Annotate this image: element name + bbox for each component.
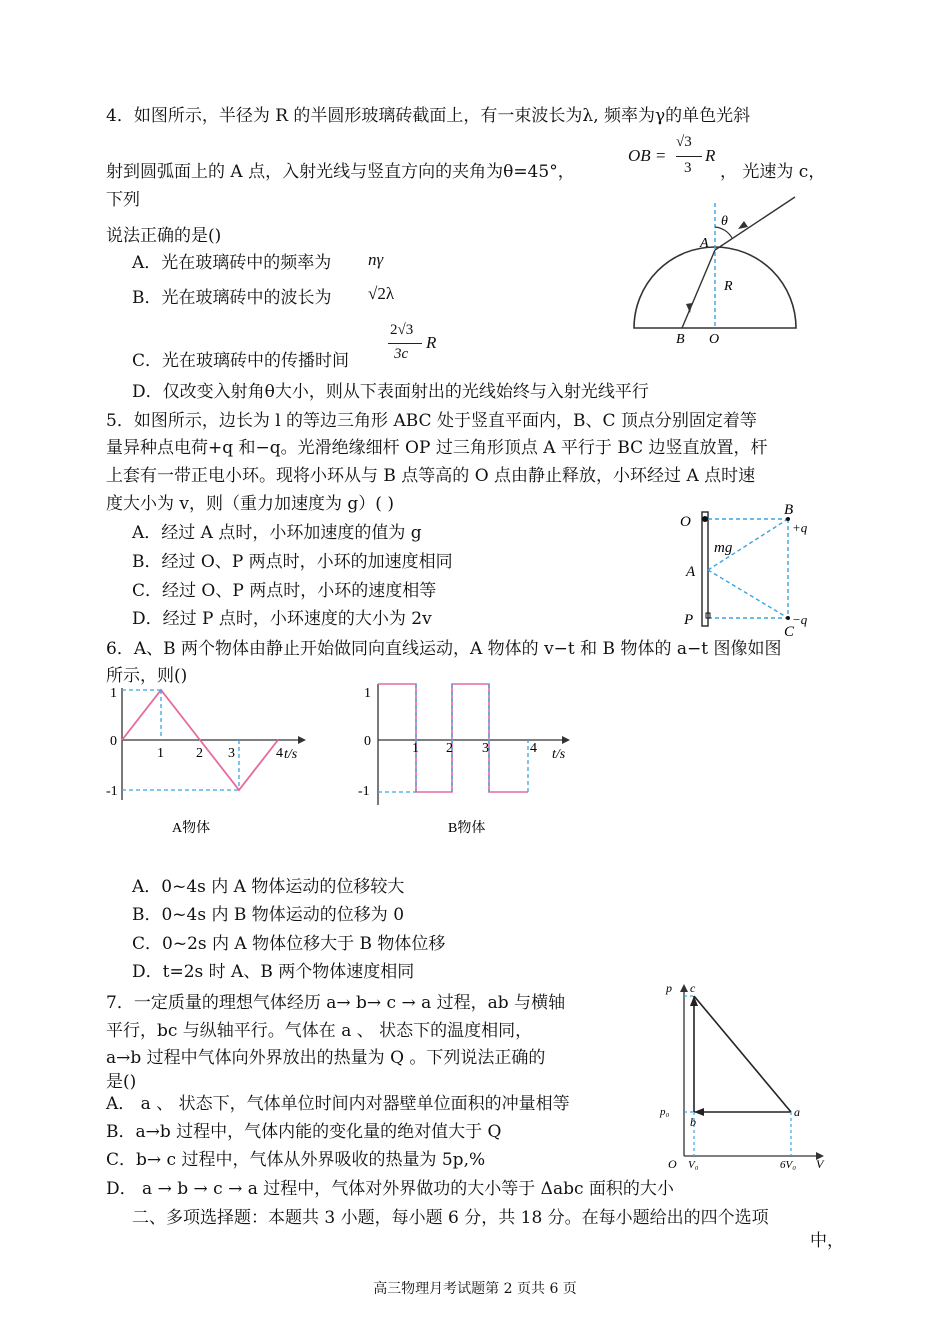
- graph-b-x1: 1: [412, 741, 419, 756]
- point-o-label: O: [709, 332, 720, 345]
- graph-a-xlabel: t/s: [284, 747, 298, 762]
- q6-option-b: B．0~4s 内 B 物体运动的位移为 0: [132, 905, 405, 925]
- axis-p-label: p: [666, 981, 672, 995]
- ob-r: R: [705, 146, 716, 165]
- graph-b-caption: B物体: [448, 821, 486, 836]
- q7-figure-pv: [654, 980, 834, 1170]
- q5-figure-triangle: [674, 500, 824, 640]
- graph-b-ym1: -1: [358, 784, 370, 799]
- charge-minus-label: −q: [792, 612, 808, 627]
- axis-v-label: V: [816, 1157, 824, 1170]
- graph-b-y0: 0: [364, 734, 371, 749]
- graph-a-x3: 3: [228, 746, 235, 761]
- q4-line4: 说法正确的是(): [106, 226, 222, 246]
- q4-option-a: A．光在玻璃砖中的频率为: [132, 253, 332, 273]
- q5-line2: 量异种点电荷+q 和−q。光滑绝缘细杆 OP 过三角形顶点 A 平行于 BC 边竖直放置，杆: [106, 438, 768, 458]
- graph-b-x2: 2: [446, 741, 453, 756]
- axis-p0-label: p₀: [660, 1106, 670, 1118]
- q4-line2: 射到圆弧面上的 A 点，入射光线与竖直方向的夹角为θ=45°，: [106, 162, 575, 182]
- q4-c-fraction-bar: [388, 343, 422, 344]
- point-b-label: B: [784, 502, 794, 518]
- origin-label: O: [668, 1157, 677, 1170]
- point-a-label: A: [700, 236, 709, 251]
- q6-option-d: D．t=2s 时 A、B 两个物体速度相同: [132, 962, 415, 982]
- ob-fraction-bar: [676, 156, 702, 157]
- q4-c-denominator: 3c: [394, 346, 409, 362]
- q7-line4: 是(): [106, 1072, 137, 1092]
- graph-a-x1: 1: [157, 746, 164, 761]
- mg-label: mg: [714, 540, 733, 556]
- graph-b-at: [356, 680, 586, 840]
- q6-option-c: C．0~2s 内 A 物体位移大于 B 物体位移: [132, 934, 446, 954]
- graph-a-vt: [106, 680, 306, 840]
- q7-option-a: A． a 、 状态下，气体单位时间内对器壁单位面积的冲量相等: [106, 1094, 570, 1114]
- graph-a-x2: 2: [196, 746, 203, 761]
- q4-option-c: C．光在玻璃砖中的传播时间: [132, 351, 350, 371]
- q7-option-c: C．b→ c 过程中，气体从外界吸收的热量为 5p,%: [106, 1150, 486, 1170]
- q4-c-r: R: [426, 333, 437, 352]
- q4-option-b: B．光在玻璃砖中的波长为: [132, 288, 332, 308]
- point-a-label: A: [686, 564, 696, 580]
- graph-a-y1: 1: [110, 686, 117, 701]
- graph-a-caption: A物体: [172, 821, 211, 836]
- graph-a-x4: 4: [276, 746, 283, 761]
- axis-v0-label: V₀: [688, 1159, 699, 1170]
- graph-a-y0: 0: [110, 734, 117, 749]
- q6-option-a: A．0~4s 内 A 物体运动的位移较大: [132, 877, 405, 897]
- q7-line3: a→b 过程中气体向外界放出的热量为 Q 。下列说法正确的: [106, 1048, 546, 1068]
- point-b-label: b: [690, 1115, 696, 1129]
- section2-line2: 中，: [810, 1231, 844, 1251]
- graph-b-y1: 1: [364, 686, 371, 701]
- charge-plus-label: +q: [792, 520, 808, 535]
- q5-line1: 5．如图所示，边长为 l 的等边三角形 ABC 处于竖直平面内，B、C 顶点分别固定着等: [106, 411, 757, 431]
- q4-c-numerator: 2√3: [390, 322, 414, 338]
- graph-b-x4: 4: [530, 741, 537, 756]
- point-c-label: c: [690, 981, 696, 995]
- point-o-label: O: [680, 514, 691, 530]
- q5-option-d: D．经过 P 点时，小环速度的大小为 2v: [132, 609, 432, 629]
- graph-b-xlabel: t/s: [552, 747, 566, 762]
- q7-option-b: B．a→b 过程中，气体内能的变化量的绝对值大于 Q: [106, 1122, 502, 1142]
- axis-6v0-label: 6V₀: [780, 1159, 797, 1170]
- point-p-label: P: [684, 612, 694, 628]
- q5-option-a: A．经过 A 点时，小环加速度的值为 g: [132, 523, 422, 543]
- graph-b-x3: 3: [482, 741, 489, 756]
- q7-line2: 平行，bc 与纵轴平行。气体在 a 、 状态下的温度相同，: [106, 1021, 533, 1041]
- q5-line4: 度大小为 v，则（重力加速度为 g）( ): [106, 494, 394, 514]
- page-footer: 高三物理月考试题第 2 页共 6 页: [373, 1281, 577, 1297]
- q6-line2: 所示，则(): [106, 666, 188, 686]
- q4-line2b: ， 光速为 c，: [720, 162, 826, 182]
- theta-label: θ: [721, 214, 728, 229]
- q4-line1: 4．如图所示，半径为 R 的半圆形玻璃砖截面上，有一束波长为λ, 频率为γ的单色光斜: [106, 106, 751, 126]
- q5-option-c: C．经过 O、P 两点时，小环的速度相等: [132, 581, 437, 601]
- q7-line1: 7．一定质量的理想气体经历 a→ b→ c → a 过程，ab 与横轴: [106, 993, 566, 1013]
- q5-option-b: B．经过 O、P 两点时，小环的加速度相同: [132, 552, 453, 572]
- q4-line3: 下列: [106, 190, 140, 210]
- point-b-label: B: [676, 332, 685, 345]
- point-c-label: C: [784, 624, 795, 640]
- q6-line1: 6．A、B 两个物体由静止开始做同向直线运动，A 物体的 v−t 和 B 物体的 a−t 图像如图: [106, 639, 782, 659]
- graph-a-ym1: -1: [106, 784, 118, 799]
- q4-option-a-expr: nγ: [368, 250, 384, 269]
- q4-figure-semicircle: [620, 195, 810, 345]
- ob-denominator: 3: [684, 160, 692, 176]
- q4-option-b-expr: √2λ: [368, 284, 395, 303]
- q7-option-d: D． a → b → c → a 过程中，气体对外界做功的大小等于 Δabc 面积的大小: [106, 1179, 674, 1199]
- ob-label: OB =: [628, 146, 667, 165]
- section2-line1: 二、多项选择题：本题共 3 小题，每小题 6 分，共 18 分。在每小题给出的四个选项: [132, 1208, 769, 1228]
- point-a-label: a: [794, 1105, 800, 1119]
- q5-line3: 上套有一带正电小环。现将小环从与 B 点等高的 O 点由静止释放，小环经过 A 点时速: [106, 466, 756, 486]
- radius-label: R: [724, 279, 733, 294]
- ob-numerator: √3: [676, 134, 692, 150]
- q4-option-d: D．仅改变入射角θ大小，则从下表面射出的光线始终与入射光线平行: [132, 382, 649, 402]
